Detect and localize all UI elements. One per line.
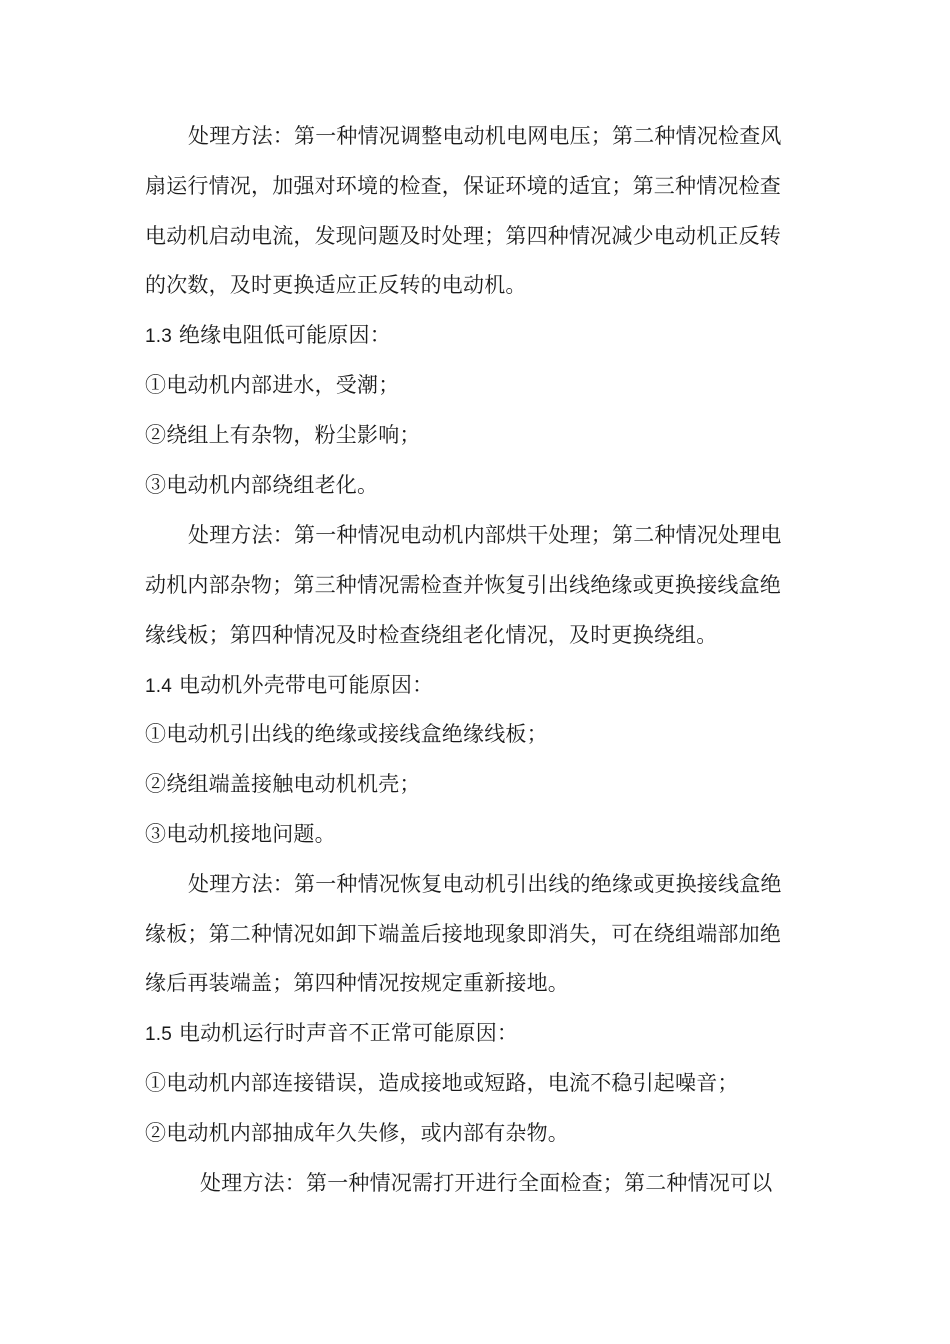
section-number: 1.4 — [145, 676, 173, 697]
paragraph-line: 处理方法：第一种情况调整电动机电网电压；第二种情况检查风 — [188, 124, 782, 148]
list-item: ②电动机内部抽成年久失修，或内部有杂物。 — [145, 1121, 569, 1145]
list-item: ③电动机接地问题。 — [145, 822, 336, 846]
list-item: ①电动机内部连接错误，造成接地或短路，电流不稳引起噪音； — [145, 1071, 739, 1095]
paragraph-line: 的次数，及时更换适应正反转的电动机。 — [145, 273, 527, 297]
paragraph-line: 扇运行情况，加强对环境的检查，保证环境的适宜；第三种情况检查 — [145, 174, 781, 198]
paragraph-line: 缘板；第二种情况如卸下端盖后接地现象即消失，可在绕组端部加绝 — [145, 922, 781, 946]
section-heading-1-4 — [145, 670, 810, 702]
section-heading-text: 电动机外壳带电可能原因： — [172, 673, 434, 697]
paragraph-line: 动机内部杂物；第三种情况需检查并恢复引出线绝缘或更换接线盒绝 — [145, 573, 781, 597]
section-heading-text: 电动机运行时声音不正常可能原因： — [172, 1021, 519, 1045]
paragraph-line: 电动机启动电流，发现问题及时处理；第四种情况减少电动机正反转 — [145, 224, 781, 248]
section-number: 1.3 — [145, 326, 173, 347]
section-heading-1-3 — [145, 320, 810, 352]
list-item: ①电动机内部进水，受潮； — [145, 373, 400, 397]
paragraph-line: 缘后再装端盖；第四种情况按规定重新接地。 — [145, 971, 569, 995]
list-item: ②绕组端盖接触电动机机壳； — [145, 772, 421, 796]
list-item: ③电动机内部绕组老化。 — [145, 473, 379, 497]
paragraph-line: 处理方法：第一种情况需打开进行全面检查；第二种情况可以 — [200, 1171, 773, 1195]
paragraph-line: 处理方法：第一种情况电动机内部烘干处理；第二种情况处理电 — [188, 523, 782, 547]
section-heading-text: 绝缘电阻低可能原因： — [172, 323, 391, 347]
list-item: ①电动机引出线的绝缘或接线盒绝缘线板； — [145, 722, 548, 746]
section-number: 1.5 — [145, 1024, 173, 1045]
list-item: ②绕组上有杂物，粉尘影响； — [145, 423, 421, 447]
paragraph-line: 处理方法：第一种情况恢复电动机引出线的绝缘或更换接线盒绝 — [188, 872, 782, 896]
paragraph-line: 缘线板；第四种情况及时检查绕组老化情况，及时更换绕组。 — [145, 623, 718, 647]
section-heading-1-5 — [145, 1018, 810, 1050]
